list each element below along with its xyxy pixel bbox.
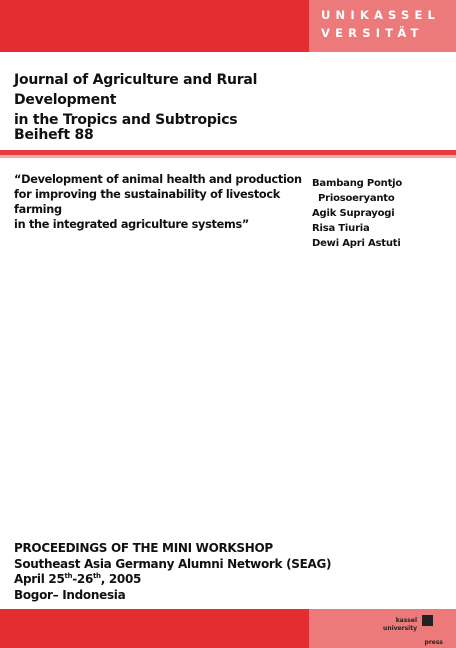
author-name: Priosoeryanto <box>318 193 395 204</box>
date-suffix-1: th <box>64 572 73 580</box>
press-square-icon <box>422 615 433 626</box>
journal-title-line-1: Journal of Agriculture and Rural Development <box>14 72 258 108</box>
press-line-1: kassel <box>395 617 417 624</box>
author-name: Bambang Pontjo <box>312 178 403 189</box>
workshop-title-line-2: for improving the sustainability of livestock farming <box>14 188 281 216</box>
workshop-date <box>14 572 344 588</box>
press-line-2: university <box>383 625 417 632</box>
logo-line-1: UNIKASSEL <box>321 8 441 22</box>
date-year: , 2005 <box>100 572 142 586</box>
logo-line-2: VERSITÄT <box>321 26 424 40</box>
workshop-title-line-1: “Development of animal health and production <box>14 173 302 186</box>
divider-band-light <box>0 155 456 158</box>
author-name: Risa Tiuria <box>312 223 370 234</box>
journal-title-line-2: in the Tropics and Subtropics <box>14 112 238 128</box>
press-logo <box>309 609 456 648</box>
workshop-location: Bogor– Indonesia <box>14 587 126 602</box>
proceedings-block <box>14 541 344 603</box>
workshop-title <box>14 172 304 232</box>
journal-title <box>14 70 334 130</box>
date-mid: -26 <box>72 572 94 586</box>
proceedings-heading: PROCEEDINGS OF THE MINI WORKSHOP <box>14 541 273 555</box>
workshop-title-line-3: in the integrated agriculture systems” <box>14 218 249 231</box>
issue-number: Beiheft 88 <box>14 127 94 143</box>
date-prefix: April 25 <box>14 572 65 586</box>
date-suffix-2: th <box>93 572 101 580</box>
author-name: Agik Suprayogi <box>312 208 395 219</box>
author-list <box>312 176 452 251</box>
network-name: Southeast Asia Germany Alumni Network (SEAG) <box>14 556 332 571</box>
press-line-3: press <box>424 639 443 646</box>
university-logo <box>309 0 456 52</box>
author-name: Dewi Apri Astuti <box>312 238 401 249</box>
